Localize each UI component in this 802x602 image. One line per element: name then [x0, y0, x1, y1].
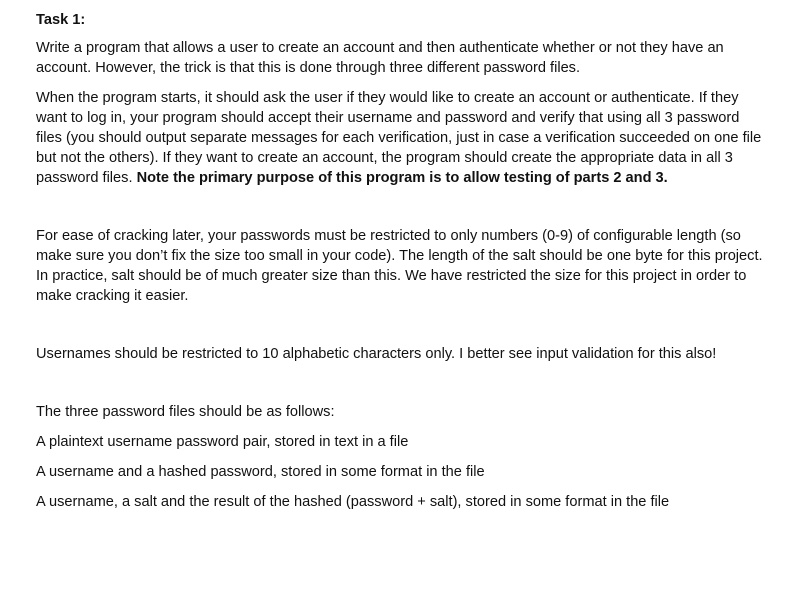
password-file-item-salted: A username, a salt and the result of the hashed (password + salt), stored in some format in the file: [36, 494, 670, 510]
paragraph-program-flow-text: When the program starts, it should ask the user if they would like to create an account or authenticate. If they want to log in, your program should accept their username and password and verify that using all 3 password files (you should output separate messages for each verification, just in case a verification succeeded on one file but not the others). If they want to create an account, the program should create the appropriate data in all 3 password files.: [36, 90, 762, 186]
document-page: [36, 10, 766, 522]
paragraph-password-rules: For ease of cracking later, your passwords must be restricted to only numbers (0-9) of configurable length (so make sure you don’t fix the size too small in your code). The length of the salt should be one byte for this project. In practice, salt should be of much greater size than this. We have restricted the size for this project in order to make cracking it easier.: [36, 228, 763, 304]
paragraph-username-rules: Usernames should be restricted to 10 alphabetic characters only. I better see input validation for this also!: [36, 346, 717, 362]
paragraph-intro: Write a program that allows a user to create an account and then authenticate whether or not they have an account. However, the trick is that this is done through three different password files.: [36, 40, 724, 76]
task-title: Task 1:: [36, 12, 86, 28]
paragraph-program-flow: [36, 88, 766, 188]
password-file-item-hashed: A username and a hashed password, stored in some format in the file: [36, 464, 485, 480]
password-files-intro: The three password files should be as follows:: [36, 404, 335, 420]
password-file-item-plaintext: A plaintext username password pair, stored in text in a file: [36, 434, 409, 450]
primary-purpose-note: Note the primary purpose of this program is to allow testing of parts 2 and 3.: [136, 170, 668, 186]
